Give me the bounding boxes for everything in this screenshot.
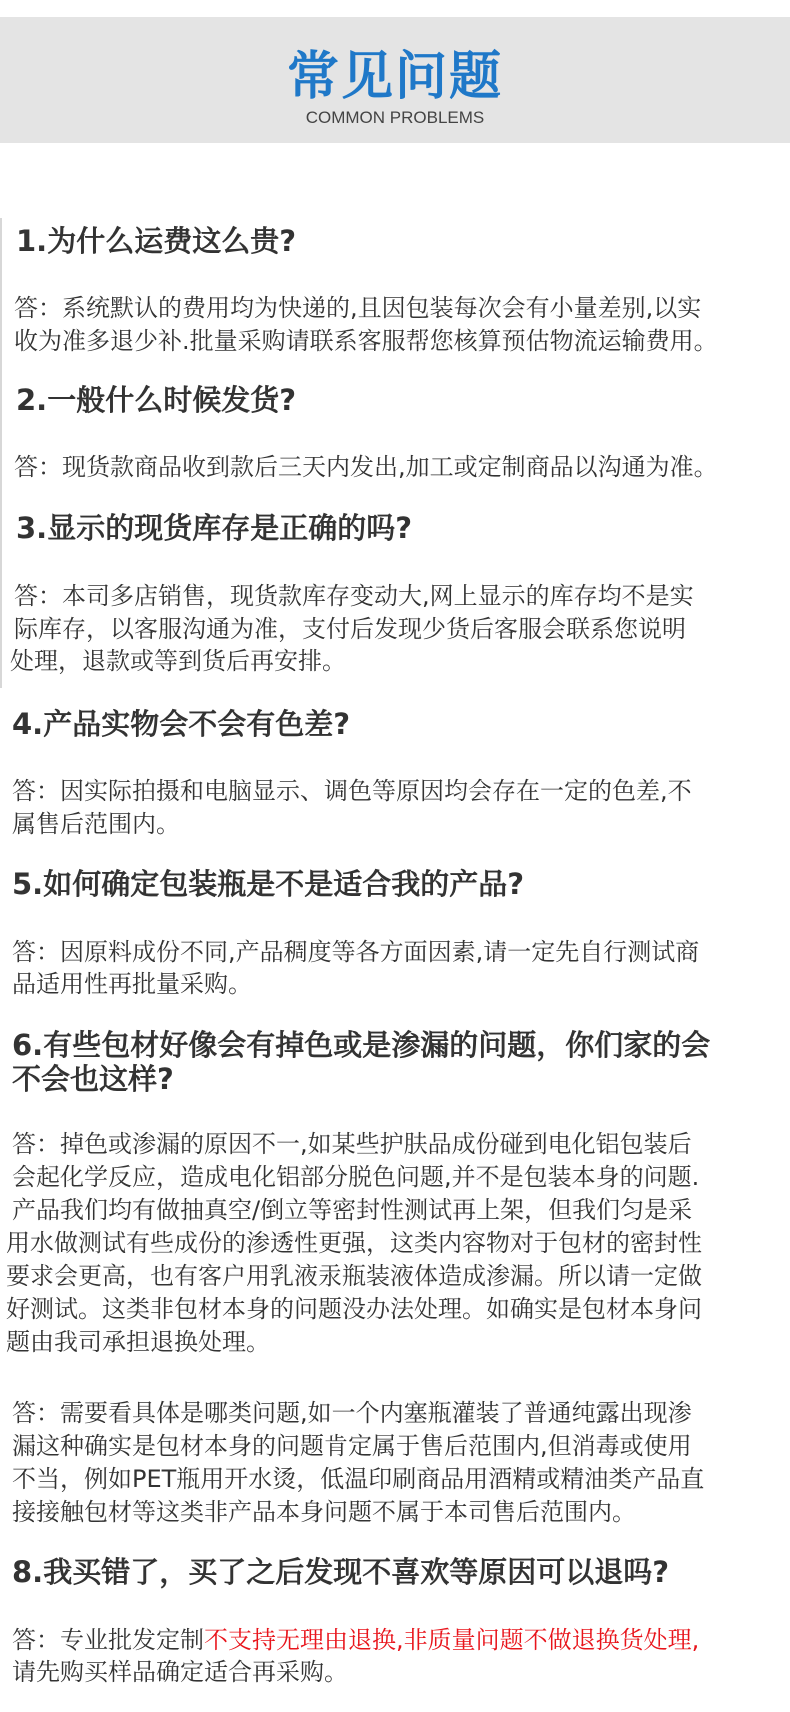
faq-answer-7-line-3: 不当，例如PET瓶用开水烫，低温印刷商品用酒精或精油类产品直 (12, 1465, 705, 1493)
page-header (0, 17, 790, 143)
faq-question-5: 5.如何确定包装瓶是不是适合我的产品? (12, 867, 525, 901)
faq-answer-5-line-2: 品适用性再批量采购。 (12, 970, 252, 998)
page-subtitle: COMMON PROBLEMS (305, 108, 485, 127)
faq-question-6-line-1: 6.有些包材好像会有掉色或是渗漏的问题，你们家的会 (12, 1028, 711, 1062)
faq-question-2: 2.一般什么时候发货? (16, 383, 297, 417)
faq-answer-8-line-1 (12, 1624, 790, 1657)
faq-answer-3-line-2: 际库存，以客服沟通为准，支付后发现少货后客服会联系您说明 (14, 615, 686, 643)
faq-answer-7-line-4: 接接触包材等这类非产品本身问题不属于本司售后范围内。 (12, 1498, 636, 1526)
faq-answer-6-line-3: 产品我们均有做抽真空/倒立等密封性测试再上架，但我们匀是采 (12, 1196, 693, 1224)
left-accent-bar (0, 218, 2, 688)
faq-question-3: 3.显示的现货库存是正确的吗? (16, 511, 413, 545)
faq-question-4: 4.产品实物会不会有色差? (12, 707, 351, 741)
faq-answer-1-line-1: 答：系统默认的费用均为快递的,且因包装每次会有小量差别,以实 (14, 294, 702, 322)
faq-answer-7-line-2: 漏这种确实是包材本身的问题肯定属于售后范围内,但消毒或使用 (12, 1432, 692, 1460)
faq-question-6-line-2: 不会也这样? (12, 1062, 174, 1096)
faq-answer-2-line-1: 答：现货款商品收到款后三天内发出,加工或定制商品以沟通为准。 (14, 453, 718, 481)
faq-answer-3-line-1: 答：本司多店销售，现货款库存变动大,网上显示的库存均不是实 (14, 582, 694, 610)
faq-question-8: 8.我买错了，买了之后发现不喜欢等原因可以退吗? (12, 1555, 670, 1589)
faq-answer-6-line-6: 好测试。这类非包材本身的问题没办法处理。如确实是包材本身问 (6, 1295, 702, 1323)
faq-answer-8-prefix: 答：专业批发定制 (12, 1626, 204, 1654)
faq-question-1: 1.为什么运费这么贵? (16, 224, 297, 258)
faq-answer-6-line-4: 用水做测试有些成份的渗透性更强，这类内容物对于包材的密封性 (6, 1229, 702, 1257)
faq-answer-8-highlight: 不支持无理由退换,非质量问题不做退换货处理, (204, 1626, 700, 1654)
faq-answer-8-line-2: 请先购买样品确定适合再采购。 (12, 1658, 348, 1686)
faq-answer-6-line-2: 会起化学反应，造成电化铝部分脱色问题,并不是包装本身的问题. (12, 1163, 700, 1191)
faq-answer-4-line-1: 答：因实际拍摄和电脑显示、调色等原因均会存在一定的色差,不 (12, 777, 692, 805)
faq-answer-6-line-5: 要求会更高，也有客户用乳液汞瓶装液体造成渗漏。所以请一定做 (6, 1262, 702, 1290)
faq-answer-3-line-3: 处理，退款或等到货后再安排。 (10, 647, 346, 675)
faq-answer-5-line-1: 答：因原料成份不同,产品稠度等各方面因素,请一定先自行测试商 (12, 938, 700, 966)
faq-answer-4-line-2: 属售后范围内。 (12, 810, 180, 838)
faq-answer-1-line-2: 收为准多退少补.批量采购请联系客服帮您核算预估物流运输费用。 (14, 327, 718, 355)
faq-answer-6-line-1: 答：掉色或渗漏的原因不一,如某些护肤品成份碰到电化铝包装后 (12, 1130, 692, 1158)
faq-answer-6-line-7: 题由我司承担退换处理。 (6, 1328, 270, 1356)
faq-answer-7-line-1: 答：需要看具体是哪类问题,如一个内塞瓶灌装了普通纯露出现渗 (12, 1399, 692, 1427)
page-title: 常见问题 (286, 47, 503, 107)
